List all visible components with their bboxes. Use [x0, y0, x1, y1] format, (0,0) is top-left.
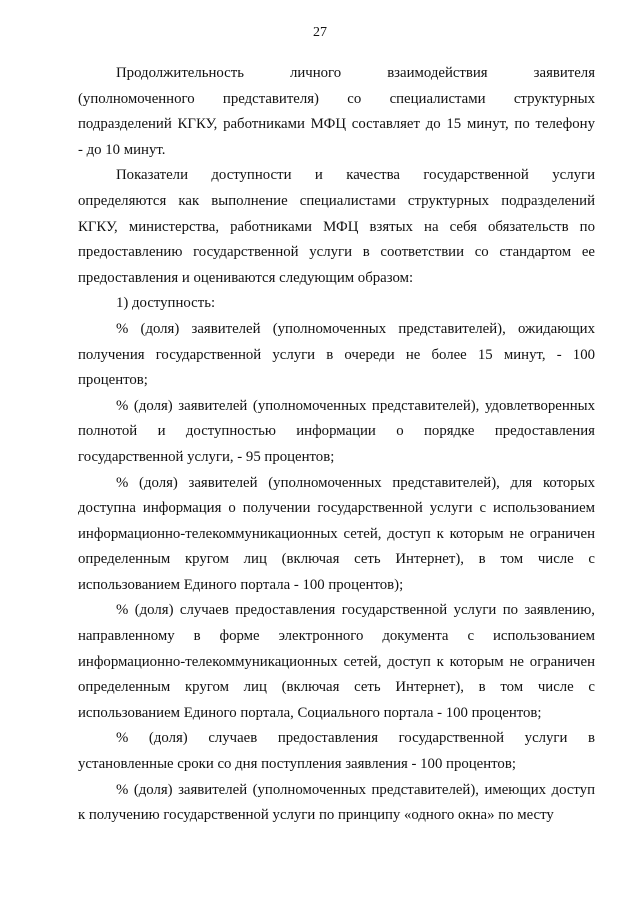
text-line: (уполномоченного представителя) со специалистами структурных: [78, 90, 595, 107]
document-body: [78, 61, 595, 829]
paragraph: [78, 61, 595, 163]
text-line: определяются как выполнение специалистами структурных подразделений: [78, 192, 595, 209]
text-line: доступна информация о получении государственной услуги с использованием: [78, 500, 595, 517]
text-line: КГКУ, министерства, работниками МФЦ взятых на себя обязательств по: [78, 218, 595, 235]
text-line: предоставления и оцениваются следующим образом:: [78, 269, 414, 286]
text-line: установленные сроки со дня поступления заявления - 100 процентов;: [78, 756, 516, 773]
page-number: 27: [313, 25, 327, 40]
text-line: % (доля) случаев предоставления государственной услуги по заявлению,: [116, 602, 595, 619]
text-line: использованием Единого портала - 100 процентов);: [78, 576, 404, 593]
text-line: информационно-телекоммуникационных сетей, доступ к которым не ограничен: [78, 525, 595, 542]
text-line: % (доля) заявителей (уполномоченных представителей), для которых: [116, 474, 595, 491]
text-line: % (доля) заявителей (уполномоченных представителей), имеющих доступ: [116, 781, 595, 798]
text-line: получения государственной услуги в очереди не более 15 минут, - 100: [78, 346, 595, 363]
text-line: подразделений КГКУ, работниками МФЦ составляет до 15 минут, по телефону: [78, 116, 595, 133]
paragraph: [78, 598, 595, 726]
paragraph: [78, 394, 595, 471]
text-line: Продолжительность личного взаимодействия заявителя: [116, 65, 595, 81]
text-line: направленному в форме электронного документа с использованием: [78, 628, 595, 645]
paragraph: [78, 726, 595, 777]
paragraph: [78, 291, 595, 317]
text-line: % (доля) заявителей (уполномоченных представителей), ожидающих: [116, 320, 595, 337]
text-line: использованием Единого портала, Социального портала - 100 процентов;: [78, 704, 542, 721]
text-line: определенным кругом лиц (включая сеть Интернет), в том числе с: [78, 679, 595, 696]
text-line: % (доля) заявителей (уполномоченных представителей), удовлетворенных: [116, 397, 595, 414]
text-line: процентов;: [78, 372, 148, 389]
text-line: - до 10 минут.: [78, 141, 166, 158]
paragraph: [78, 163, 595, 291]
paragraph: [78, 471, 595, 599]
text-line: государственной услуги, - 95 процентов;: [78, 448, 335, 465]
text-line: информационно-телекоммуникационных сетей, доступ к которым не ограничен: [78, 653, 595, 670]
text-line: Показатели доступности и качества государственной услуги: [116, 167, 595, 184]
text-line: % (доля) случаев предоставления государственной услуги в: [116, 730, 595, 747]
paragraph: [78, 778, 595, 829]
text-line: определенным кругом лиц (включая сеть Интернет), в том числе с: [78, 551, 595, 568]
text-line: предоставлению государственной услуги в соответствии со стандартом ее: [78, 244, 595, 261]
text-line: к получению государственной услуги по принципу «одного окна» по месту: [78, 807, 554, 824]
text-line: полнотой и доступностью информации о порядке предоставления: [78, 423, 595, 440]
text-line: 1) доступность:: [116, 295, 216, 312]
paragraph: [78, 317, 595, 394]
